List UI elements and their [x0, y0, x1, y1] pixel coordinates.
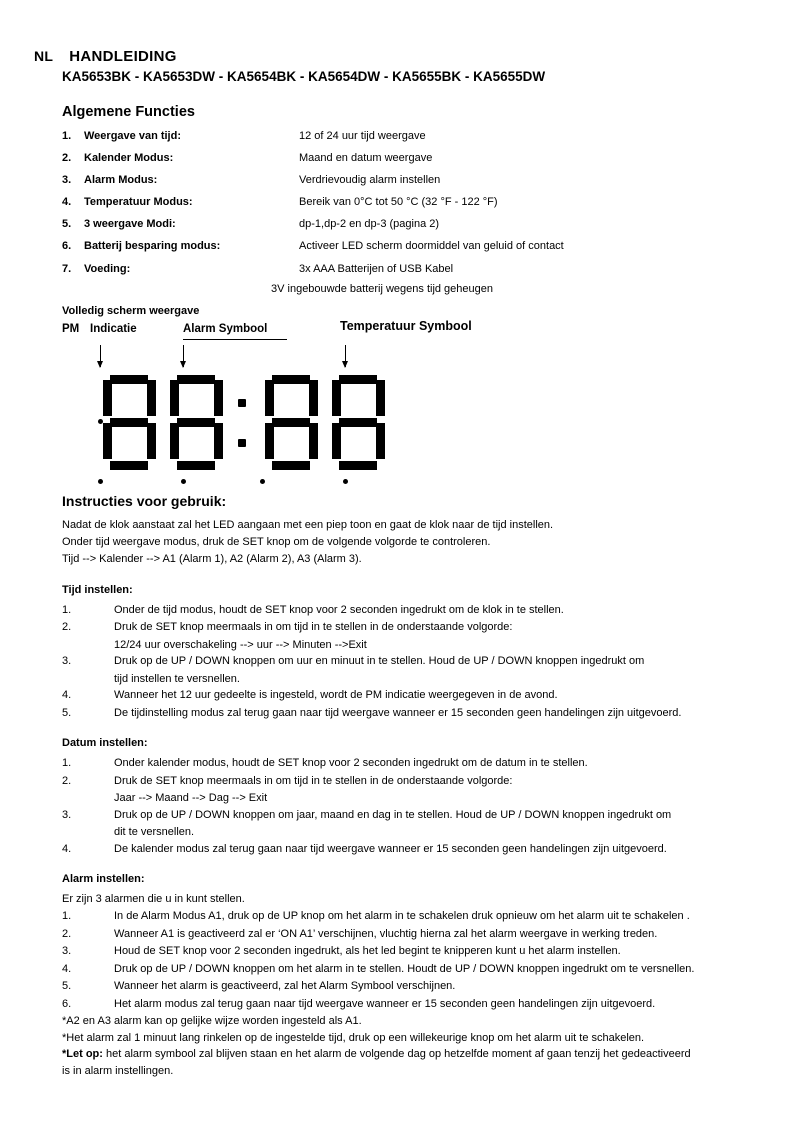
step-number: 5. — [62, 706, 72, 719]
feature-value: Maand en datum weergave — [299, 152, 433, 165]
feature-value: Bereik van 0°C tot 50 °C (32 °F - 122 °F) — [299, 196, 498, 209]
list-item — [62, 687, 768, 704]
step-number: 3. — [62, 945, 72, 958]
alarm-warning — [62, 1046, 768, 1063]
label-temperature-symbol: Temperatuur Symbool — [340, 318, 472, 333]
step-text: Het alarm modus zal terug gaan naar tijd weergave wanneer er 15 seconden geen handelingen zijn uitgevoerd. — [114, 997, 656, 1010]
alarm-note: *Het alarm zal 1 minuut lang rinkelen op de ingestelde tijd, druk op een willekeurige knop om het alarm uit te schakelen. — [62, 1031, 645, 1044]
lcd-display-graphic — [62, 375, 402, 475]
list-item — [62, 926, 768, 943]
subsection-title-date: Datum instellen: — [62, 737, 148, 750]
arrow-down-icon — [345, 345, 346, 367]
step-number: 1. — [62, 910, 72, 923]
list-item — [62, 773, 768, 790]
subsection-title-time: Tijd instellen: — [62, 583, 133, 596]
feature-value: 3x AAA Batterijen of USB Kabel — [299, 262, 454, 275]
subsection-title-alarm: Alarm instellen: — [62, 873, 145, 886]
feature-label: Kalender Modus: — [84, 152, 174, 165]
lower-dot — [98, 479, 103, 484]
lower-dot — [260, 479, 265, 484]
list-item — [62, 130, 768, 142]
step-continuation: tijd instellen te versnellen. — [114, 672, 240, 685]
feature-number: 1. — [62, 130, 72, 142]
list-item — [62, 908, 768, 925]
instructions-title: Instructies voor gebruik: — [62, 492, 227, 509]
model-numbers: KA5653BK - KA5653DW - KA5654BK - KA5654DW - KA5655BK - KA5655DW — [62, 69, 546, 84]
step-text: Onder de tijd modus, houdt de SET knop voor 2 seconden ingedrukt om de klok in te stellen. — [114, 603, 564, 616]
step-text: Wanneer het 12 uur gedeelte is ingesteld, wordt de PM indicatie weergegeven in de avond. — [114, 689, 558, 702]
step-text: Houd de SET knop voor 2 seconden ingedrukt, als het led begint te knipperen kunt u het alarm instellen. — [114, 945, 621, 958]
list-item — [62, 174, 768, 186]
step-continuation: Jaar --> Maand --> Dag --> Exit — [114, 792, 268, 805]
label-underline — [183, 339, 287, 340]
label-alarm-symbol: Alarm Symbool — [183, 322, 268, 335]
step-number: 4. — [62, 689, 72, 702]
step-text: Wanneer A1 is geactiveerd zal er ‘ON A1’ verschijnen, vluchtig hierna zal het alarm weergave in werking treden. — [114, 927, 658, 940]
feature-label: 3 weergave Modi: — [84, 218, 176, 231]
step-text: Druk op de UP / DOWN knoppen om jaar, maand en dag in te stellen. Houd de UP / DOWN knoppen ingedrukt om — [114, 808, 672, 821]
lower-dot — [181, 479, 186, 484]
alarm-warning-text-2: is in alarm instellingen. — [62, 1064, 174, 1077]
feature-number: 6. — [62, 240, 72, 253]
step-number: 4. — [62, 962, 72, 975]
lower-dot — [343, 479, 348, 484]
seven-segment-digit — [262, 375, 320, 471]
list-item — [62, 807, 768, 824]
list-item — [62, 240, 768, 252]
step-text: Druk op de UP / DOWN knoppen om het alarm in te stellen. Houdt de UP / DOWN knoppen ingedrukt om te versnellen. — [114, 962, 695, 975]
language-code: NL — [34, 48, 54, 64]
instructions-line: Nadat de klok aanstaat zal het LED aangaan met een piep toon en gaat de klok naar de tijd instellen. — [62, 518, 554, 531]
step-number: 3. — [62, 655, 72, 668]
arrow-down-icon — [100, 345, 101, 367]
step-number: 1. — [62, 603, 72, 616]
step-text: De tijdinstelling modus zal terug gaan naar tijd weergave wanneer er 15 seconden geen handelingen zijn uitgevoerd. — [114, 706, 682, 719]
document-header — [34, 48, 768, 65]
list-item — [62, 996, 768, 1013]
feature-label: Temperatuur Modus: — [84, 196, 193, 209]
step-number: 4. — [62, 842, 72, 855]
step-number: 5. — [62, 980, 72, 993]
list-item — [62, 152, 768, 164]
seven-segment-digit — [100, 375, 158, 471]
alarm-intro: Er zijn 3 alarmen die u in kunt stellen. — [62, 893, 245, 906]
feature-number: 3. — [62, 174, 72, 187]
step-text: De kalender modus zal terug gaan naar tijd weergave wanneer er 15 seconden geen handelingen zijn uitgevoerd. — [114, 842, 667, 855]
step-text: Druk de SET knop meermaals in om tijd in te stellen in de onderstaande volgorde: — [114, 621, 513, 634]
instructions-section — [62, 493, 768, 1080]
arrow-down-icon — [183, 345, 184, 367]
alarm-warning-text: het alarm symbool zal blijven staan en het alarm de volgende dag op hetzelfde moment af gaan tenzij het gedeactiveerd — [102, 1048, 691, 1061]
instructions-line: Onder tijd weergave modus, druk de SET knop om de volgende volgorde te controleren. — [62, 535, 491, 548]
list-item — [62, 218, 768, 230]
step-number: 1. — [62, 757, 72, 770]
step-text: Druk de SET knop meermaals in om tijd in te stellen in de onderstaande volgorde: — [114, 774, 513, 787]
feature-label: Batterij besparing modus: — [84, 240, 221, 253]
list-item — [62, 755, 768, 772]
feature-number: 7. — [62, 262, 72, 275]
display-diagram — [62, 305, 768, 475]
list-item — [62, 619, 768, 636]
feature-number: 5. — [62, 218, 72, 231]
step-continuation: dit te versnellen. — [114, 826, 195, 839]
step-number: 3. — [62, 808, 72, 821]
list-item — [62, 653, 768, 670]
instructions-line: Tijd --> Kalender --> A1 (Alarm 1), A2 (Alarm 2), A3 (Alarm 3). — [62, 552, 362, 565]
seven-segment-digit — [329, 375, 387, 471]
feature-value: Verdrievoudig alarm instellen — [299, 174, 441, 187]
step-number: 2. — [62, 774, 72, 787]
section-title-features: Algemene Functies — [62, 104, 195, 120]
feature-number: 2. — [62, 152, 72, 165]
display-labels — [62, 318, 768, 343]
display-caption: Volledig scherm weergave — [62, 304, 200, 317]
alarm-warning-label: *Let op: — [62, 1048, 103, 1061]
list-item — [62, 705, 768, 722]
step-number: 2. — [62, 621, 72, 634]
feature-list — [62, 130, 768, 275]
label-indicatie: Indicatie — [90, 322, 137, 335]
list-item — [62, 943, 768, 960]
step-continuation: 12/24 uur overschakeling --> uur --> Minuten -->Exit — [114, 638, 367, 651]
callout-arrows — [62, 343, 768, 369]
list-item — [62, 841, 768, 858]
page-title: HANDLEIDING — [69, 48, 177, 65]
colon-separator — [238, 393, 246, 455]
list-item — [62, 196, 768, 208]
feature-number: 4. — [62, 196, 72, 209]
feature-label: Voeding: — [84, 262, 131, 275]
list-item — [62, 263, 768, 275]
seven-segment-digit — [167, 375, 225, 471]
label-pm: PM — [62, 322, 80, 335]
list-item — [62, 978, 768, 995]
step-number: 2. — [62, 927, 72, 940]
feature-label: Weergave van tijd: — [84, 130, 181, 142]
step-text: In de Alarm Modus A1, druk op de UP knop om het alarm in te schakelen druk opnieuw om het alarm uit te schakelen . — [114, 910, 690, 923]
feature-value: dp-1,dp-2 en dp-3 (pagina 2) — [299, 218, 440, 231]
step-text: Onder kalender modus, houdt de SET knop voor 2 seconden ingedrukt om de datum in te stellen. — [114, 757, 588, 770]
alarm-note: *A2 en A3 alarm kan op gelijke wijze worden ingesteld als A1. — [62, 1015, 362, 1028]
feature-value: Activeer LED scherm doormiddel van geluid of contact — [299, 240, 564, 253]
feature-extra-note: 3V ingebouwde batterij wegens tijd geheugen — [271, 282, 493, 295]
step-text: Wanneer het alarm is geactiveerd, zal het Alarm Symbool verschijnen. — [114, 980, 456, 993]
list-item — [62, 602, 768, 619]
feature-label: Alarm Modus: — [84, 174, 158, 187]
step-number: 6. — [62, 997, 72, 1010]
step-text: Druk op de UP / DOWN knoppen om uur en minuut in te stellen. Houd de UP / DOWN knoppen ingedrukt om — [114, 655, 645, 668]
list-item — [62, 961, 768, 978]
feature-value: 12 of 24 uur tijd weergave — [299, 130, 426, 142]
